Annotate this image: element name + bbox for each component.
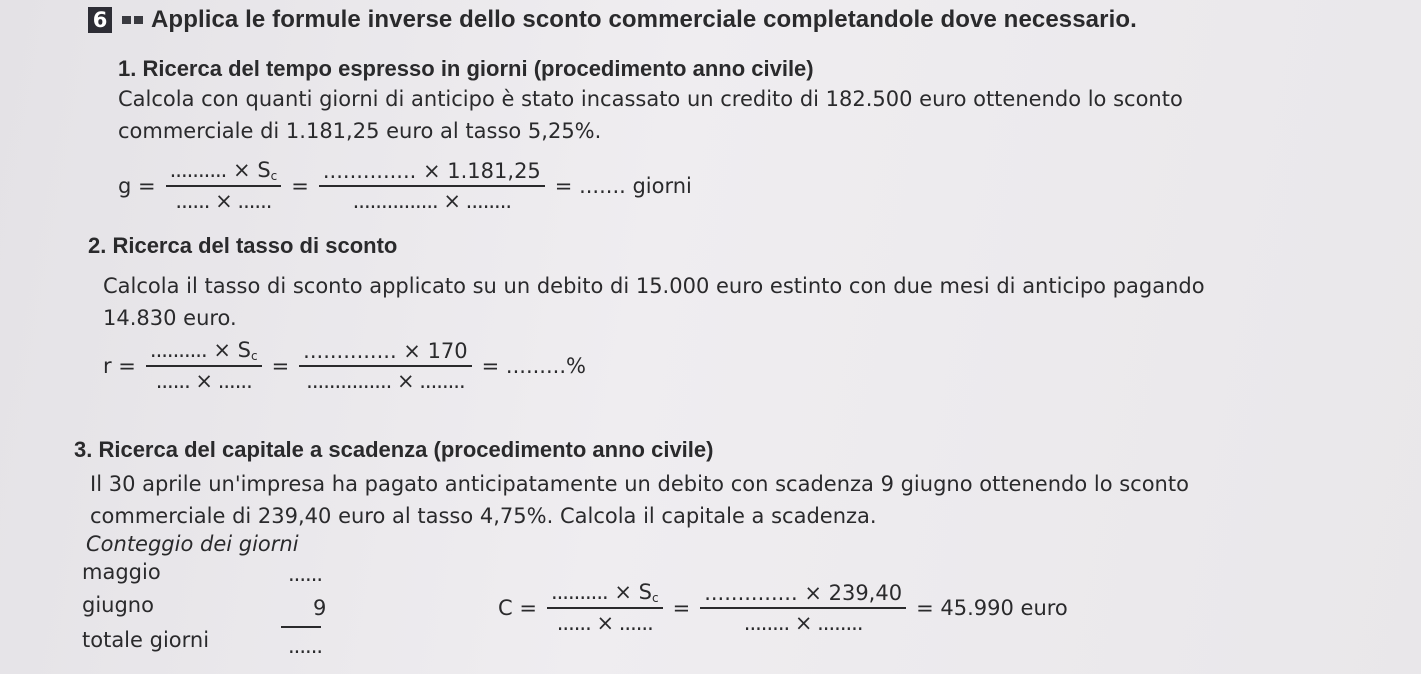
section-2-text-line: Calcola il tasso di sconto applicato su un debito di 15.000 euro estinto con due mesi di anticipo pagando [103, 274, 1205, 298]
section-1-text [118, 83, 1183, 147]
section-1-formula [118, 158, 692, 213]
fraction-numerator: .......... × $S_c$ [547, 580, 663, 609]
section-2-heading: 2. Ricerca del tasso di sconto [88, 233, 398, 258]
day-count-title: Conteggio dei giorni [86, 532, 299, 556]
fraction-numerator: .............. × 1.181,25 [319, 159, 545, 187]
exercise-header [88, 6, 1137, 34]
day-count-label: totale giorni [82, 628, 210, 652]
equals-sign: = [291, 173, 309, 198]
equals-sign: = [271, 353, 290, 378]
formula-variable: C = [498, 595, 537, 620]
day-count-value: ...... [288, 634, 323, 658]
formula-variable: r = [103, 353, 136, 378]
fraction-denominator: ............... × ........ [306, 368, 465, 393]
fraction-numerator: .............. × 239,40 [700, 581, 906, 609]
formula-result: = 45.990 euro [916, 595, 1068, 620]
day-count-label: maggio [82, 560, 161, 584]
fraction-denominator: ............... × ........ [352, 188, 512, 213]
section-2-text [103, 270, 1205, 334]
formula-variable: g = [118, 173, 156, 198]
formula-result: = ....... giorni [554, 173, 692, 198]
day-count-row [82, 628, 209, 652]
formula-fraction [700, 581, 906, 635]
fraction-denominator: ...... × ...... [556, 611, 653, 635]
exercise-title: Applica le formule inverse dello sconto commerciale completandole dove necessario. [151, 6, 1137, 33]
fraction-numerator: .......... × $S_c$ [166, 158, 282, 187]
fraction-numerator: .......... × $S_c$ [146, 338, 262, 367]
formula-fraction [146, 338, 262, 393]
section-2-formula [103, 338, 586, 393]
day-count-value: 9 [313, 596, 327, 620]
day-count-row [82, 560, 161, 584]
section-1-text-line: Calcola con quanti giorni di anticipo è stato incassato un credito di 182.500 euro ottenendo lo sconto [118, 87, 1183, 111]
fraction-numerator: .............. × 170 [299, 339, 471, 367]
fraction-denominator: ........ × ........ [743, 610, 863, 635]
section-3-text [90, 468, 1189, 532]
section-2-text-line: 14.830 euro. [103, 306, 237, 330]
sum-underline [281, 626, 321, 628]
day-count-row [82, 593, 154, 617]
day-count-value: ...... [288, 562, 323, 586]
exercise-number: 6 [88, 7, 112, 33]
section-3-text-line: Il 30 aprile un'impresa ha pagato anticipatamente un debito con scadenza 9 giugno ottenendo lo sconto [90, 472, 1189, 496]
formula-fraction [547, 580, 663, 635]
day-count-label: giugno [82, 593, 154, 617]
section-3-text-line: commerciale di 239,40 euro al tasso 4,75%. Calcola il capitale a scadenza. [90, 504, 877, 528]
fraction-denominator: ...... × ...... [155, 369, 252, 393]
section-3-heading: 3. Ricerca del capitale a scadenza (procedimento anno civile) [74, 437, 714, 462]
section-3-formula [498, 580, 1068, 635]
fraction-denominator: ...... × ...... [175, 189, 272, 213]
formula-result: = .........% [481, 353, 586, 378]
formula-fraction [166, 158, 282, 213]
formula-fraction [299, 339, 471, 393]
difficulty-marker [122, 16, 143, 24]
equals-sign: = [672, 595, 691, 620]
section-1-text-line: commerciale di 1.181,25 euro al tasso 5,25%. [118, 119, 602, 143]
formula-fraction [319, 159, 545, 213]
section-1-heading: 1. Ricerca del tempo espresso in giorni (procedimento anno civile) [118, 56, 814, 81]
day-count-table [82, 560, 342, 670]
